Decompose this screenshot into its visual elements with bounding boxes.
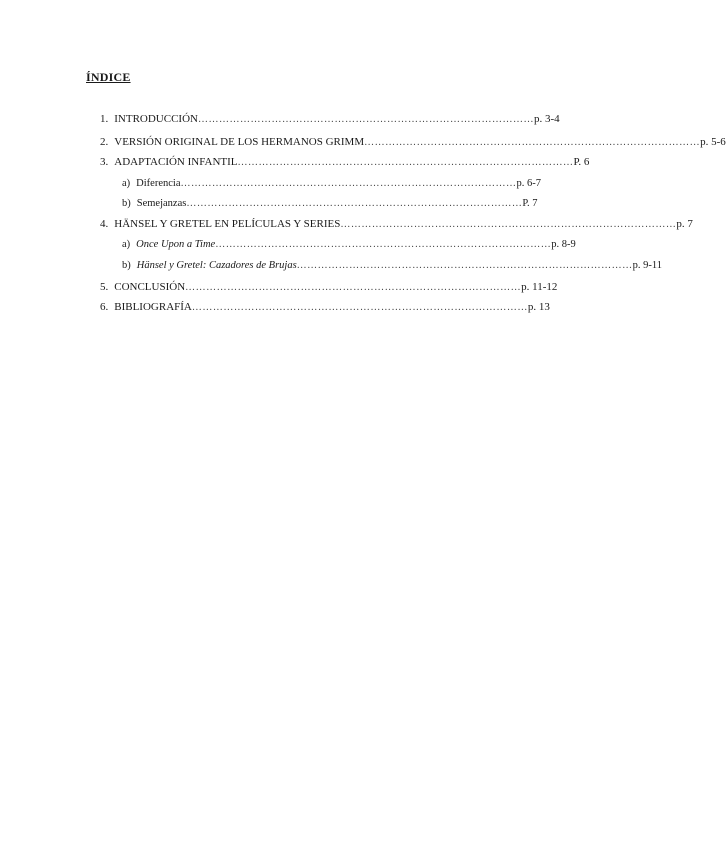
toc-subentry-cazadores-de-brujas[interactable]	[122, 259, 663, 273]
toc-entry-version-original[interactable]	[100, 135, 726, 149]
toc-entry-peliculas-series[interactable]	[100, 217, 693, 231]
toc-entry-page: P. 6	[573, 156, 590, 168]
toc-entry-page: p. 6-7	[516, 178, 541, 189]
toc-entry-label: BIBLIOGRAFÍA	[114, 301, 192, 313]
toc-leader-dots: ……………………………………………………………………………………	[191, 302, 528, 313]
toc-subentry-semejanzas[interactable]	[122, 197, 538, 211]
toc-entry-label: Once Upon a Time	[136, 239, 216, 250]
toc-entry-label: Semejanzas	[136, 198, 187, 209]
toc-entry-number: 4.	[100, 218, 109, 230]
toc-entry-adaptacion-infantil[interactable]	[100, 155, 590, 169]
toc-leader-dots: ……………………………………………………………………………………	[296, 260, 633, 271]
toc-leader-dots: ……………………………………………………………………………………	[185, 282, 522, 293]
toc-entry-label: VERSIÓN ORIGINAL DE LOS HERMANOS GRIMM	[114, 136, 365, 148]
toc-entry-page: p. 9-11	[632, 260, 663, 271]
toc-entry-page: p. 3-4	[533, 113, 560, 125]
toc-entry-number: b)	[122, 260, 131, 271]
toc-entry-number: b)	[122, 198, 131, 209]
toc-entry-page: p. 5-6	[700, 136, 726, 148]
toc-entry-label: Hänsel y Gretel: Cazadores de Brujas	[136, 260, 297, 271]
toc-entry-number: a)	[122, 239, 131, 250]
toc-entry-number: 1.	[100, 113, 109, 125]
toc-entry-number: 3.	[100, 156, 109, 168]
toc-entry-label: INTRODUCCIÓN	[114, 113, 198, 125]
toc-subentry-once-upon-a-time[interactable]	[122, 238, 576, 252]
toc-entry-label: CONCLUSIÓN	[114, 281, 186, 293]
toc-entry-page: p. 11-12	[521, 281, 558, 293]
toc-leader-dots: ……………………………………………………………………………………	[180, 178, 517, 189]
toc-leader-dots: ……………………………………………………………………………………	[215, 239, 552, 250]
toc-entry-conclusion[interactable]	[100, 280, 558, 294]
toc-entry-page: p. 8-9	[551, 239, 576, 250]
toc-leader-dots: ……………………………………………………………………………………	[364, 137, 701, 148]
toc-entry-label: HÄNSEL Y GRETEL EN PELÍCULAS Y SERIES	[114, 218, 341, 230]
toc-entry-number: 6.	[100, 301, 109, 313]
toc-entry-number: 2.	[100, 136, 109, 148]
toc-leader-dots: ……………………………………………………………………………………	[340, 219, 677, 230]
toc-entry-label: ADAPTACIÓN INFANTIL	[114, 156, 238, 168]
toc-entry-bibliografia[interactable]	[100, 300, 550, 314]
toc-entry-label: Diferencia	[136, 178, 181, 189]
toc-leader-dots: ……………………………………………………………………………………	[197, 114, 534, 125]
toc-entry-number: 5.	[100, 281, 109, 293]
toc-entry-page: p. 13	[527, 301, 550, 313]
toc-leader-dots: ……………………………………………………………………………………	[186, 198, 523, 209]
toc-entry-introduccion[interactable]	[100, 112, 560, 126]
toc-entry-page: p. 7	[676, 218, 693, 230]
toc-leader-dots: ……………………………………………………………………………………	[237, 157, 574, 168]
toc-subentry-diferencia[interactable]	[122, 177, 541, 191]
toc-entry-page: P. 7	[522, 198, 538, 209]
toc-entry-number: a)	[122, 178, 131, 189]
index-title: ÍNDICE	[86, 70, 131, 84]
